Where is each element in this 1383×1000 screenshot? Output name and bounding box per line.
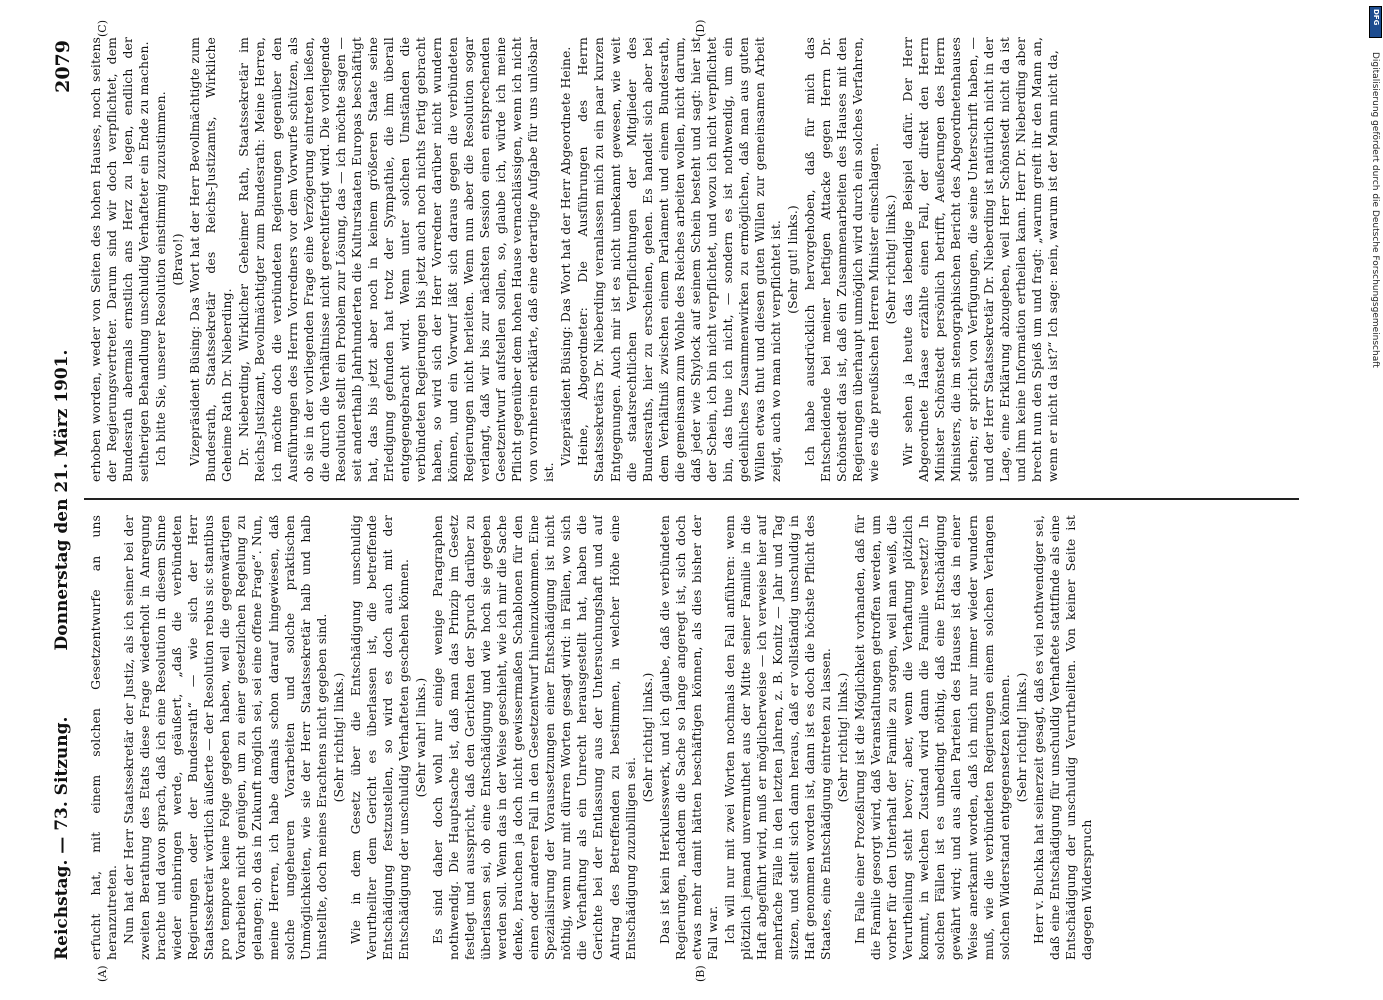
- column-divider: [84, 498, 1299, 500]
- dfg-logo: DFG: [1369, 6, 1382, 38]
- paragraph: erhoben worden, weder von Seiten des hohen Hauses, noch seitens der Regierungsvertreter. Darum sind wir doch verpflichtet, dem Bundesrath abermals ernstlich ans Herz zu legen, endlich der seitherigen Behandlung unschuldig Verhafteter ein Ende zu machen.: [88, 37, 152, 482]
- page-number: 2079: [52, 40, 74, 93]
- paragraph: Es sind daher doch wohl nur einige wenige Paragraphen nothwendig. Die Hauptsache ist, daß man das Prinzip im Gesetz festlegt und ausspricht, daß den Gerichten der Spruch darüber zu überlassen sei, ob eine Entschädigung und wie hoch sie gegeben werden soll. Wenn das in der Weise geschieht, wie ich mir die Sache denke, brauchen ja doch nicht gewissermaßen Schablonen für den einen oder anderen Fall in den Gesetzentwurf hineinzukommen. Eine Spezialisirung der Voraussetzungen einer Entschädigung ist nicht nöthig, wenn nur mit dürren Worten gesagt wird: in Fällen, wo sich die Verhaftung als ein Unrecht herausgestellt hat, haben die Gerichte bei der Entlassung aus der Untersuchungshaft und auf Antrag des Betreffenden zu bestimmen, in welcher Höhe eine Entschädigung zuzubilligen sei.: [429, 515, 638, 960]
- credit-text: Digitalisierung gefördert durch die Deutsche Forschungsgemeinschaft: [1370, 52, 1380, 368]
- paragraph: Ich will nur mit zwei Worten nochmals den Fall anführen: wenn plötzlich jemand unvermuthet aus der Mitte seiner Familie in die Haft abgeführt wird, muß er möglicherweise — ich verweise hier auf mehrfache Fälle in den letzten Jahren, z. B. Konitz — Jahr und Tag sitzen, und stellt sich dann heraus, daß er vollständig unschuldig in Haft genommen worden ist, dann ist es doch die höchste Pflicht des Staates, eine Entschädigung eintreten zu lassen.: [721, 515, 834, 960]
- paragraph: Heine, Abgeordneter: Die Ausführungen des Herrn Staatssekretärs Dr. Nieberding veranlassen mich zu ein paar kurzen Entgegnungen. Auch mir ist es nicht unbekannt gewesen, wie weit die staatsrechtlichen Verpflichtungen der Mitglieder des Bundesraths, hier zu erscheinen, gehen. Es handelt sich aber bei dem Verhältniß zwischen einem Parlament und einem Bundesrath, die gemeinsam zum Wohle des Reiches arbeiten wollen, nicht darum, daß jeder wie Shylock auf seinem Schein besteht und sagt: hier ist der Schein, ich bin nicht verpflichtet, und wozu ich nicht verpflichtet bin, das thue ich nicht, — sondern es ist nothwendig, um ein gedeihliches Zusammenwirken zu ermöglichen, daß man aus guten Willen etwas thut und diesen guten Willen zur gemeinsamen Arbeit zeigt, auch wo man nicht verpflichtet ist.: [575, 37, 783, 482]
- paragraph: Vizepräsident Büsing: Das Wort hat der Herr Bevollmächtigte zum Bundesrath, Staatssekretär des Reichs-Justizamts, Wirkliche Geheime Rath Dr. Nieberding.: [187, 37, 235, 482]
- right-column: [88, 37, 1298, 482]
- interjection: (Sehr gut! links.): [785, 205, 801, 314]
- paragraph: Vizepräsident Büsing: Das Wort hat der Herr Abgeordnete Heine.: [558, 46, 574, 466]
- margin-mark-a: (A): [96, 965, 109, 982]
- header-date: Donnerstag den 21. März 1901.: [52, 349, 72, 651]
- margin-mark-c: (C): [96, 20, 109, 37]
- paragraph: Herr v. Buchka hat seinerzeit gesagt, daß es viel nothwendiger sei, daß eine Entschädigung für unschuldig Verhaftete stattfinde als eine Entschädigung der unschuldig Verurtheilten. Von keiner Seite ist dagegen Widerspruch: [1030, 515, 1094, 960]
- paragraph: Dr. Nieberding, Wirklicher Geheimer Rath, Staatssekretär im Reichs-Justizamt, Bevollmächtigter zum Bundesrath: Meine Herren, ich möchte doch die verbündeten Regierungen gegenüber den Ausführungen des Herrn Vorredners vor dem Vorwurfe schützen, als ob sie in der vorliegenden Frage eine Verzögerung eintreten ließen, die durch die Verhältnisse nicht gerechtfertigt wird. Die vorliegende Resolution stellt ein Problem zur Lösung, das — ich möchte sagen — seit anderthalb Jahrhunderten die Kulturstaaten Europas beschäftigt hat, das bis jetzt aber noch in keinem größeren Staate seine Erledigung gefunden hat trotz der Sympathie, die ihm überall entgegengebracht wird. Wenn unter solchen Umständen die verbündeten Regierungen bis jetzt auch noch nichts fertig gebracht haben, so wird sich der Herr Vorredner darüber nicht wundern können, und ein Vorwurf läßt sich daraus gegen die verbündeten Regierungen nicht herleiten. Wenn nun aber die Resolution sogar verlangt, daß wir bis zur nächsten Session einen entsprechenden Gesetzentwurf aufstellen sollen, so, glaube ich, würde ich meine Pflicht gegenüber dem hohen Hause vernachlässigen, wenn ich nicht von vornherein erklärte, daß eine derartige Aufgabe für uns unlösbar ist.: [236, 37, 557, 482]
- interjection: (Sehr wahr! links.): [412, 677, 428, 798]
- interjection: (Bravo!): [170, 233, 186, 286]
- paragraph: Im Falle einer Prozeßirung ist die Möglichkeit vorhanden, daß für die Familie gesorgt wird, daß Veranstaltungen getroffen werden, um vorher für den Unterhalt der Familie zu sorgen, weil man weiß, die Verurtheilung steht bevor; aber, wenn die Verhaftung plötzlich kommt, in welchen Zustand wird dann die Familie versetzt? In solchen Fällen ist es unbedingt nöthig, daß eine Entschädigung gewährt wird; und aus allen Parteien des Hauses ist das in einer Weise anerkannt worden, daß ich mich nur immer wieder wundern muß, wie die verbündeten Regierungen einem solchen Verlangen solchen Widerstand entgegensetzen können.: [852, 515, 1012, 960]
- paragraph: Ich habe ausdrücklich hervorgehoben, daß für mich das Entscheidende bei meiner heftigen Attacke gegen Herrn Dr. Schönstedt das ist, daß ein Zusammenarbeiten des Hauses mit den Regierungen überhaupt unmöglich wird durch ein solches Verfahren, wie es die preußischen Herren Minister einschlagen.: [802, 37, 882, 482]
- interjection: (Sehr richtig! links.): [1013, 672, 1029, 803]
- interjection: (Sehr richtig! links.): [330, 672, 346, 803]
- left-column: [88, 515, 1298, 960]
- interjection: (Sehr richtig! links.): [883, 194, 899, 325]
- paragraph: Nun hat der Herr Staatssekretär der Justiz, als ich seiner bei der zweiten Berathung des Etats diese Frage wiederholt in Anregung brachte und davon sprach, daß ich eine Resolution in diesem Sinne wieder einbringen werde, geäußert, „daß die verbündeten Regierungen oder der Bundesrath“ — wie sich der Herr Staatssekretär wörtlich äußerte — der Resolution rebus sic stantibus pro tempore keine Folge gegeben haben, weil die gegenwärtigen Vorarbeiten nicht genügen, um zu einer gesetzlichen Regelung zu gelangen; ob das in Zukunft möglich sei, sei eine offene Frage“. Nun, meine Herren, ich habe damals schon darauf hingewiesen, daß solche ungeheuren Vorarbeiten und solche praktischen Unmöglichkeiten, wie sie der Herr Staatssekretär halb und halb hinstellte, doch meines Erachtens nicht gegeben sind.: [121, 515, 329, 960]
- paragraph: Ich bitte Sie, unserer Resolution einstimmig zuzustimmen.: [153, 91, 169, 466]
- header-left: Reichstag. — 73. Sitzung.: [52, 716, 72, 960]
- margin-mark-b: (B): [694, 965, 707, 982]
- digitization-credit: [1368, 9, 1382, 712]
- paragraph: Wie in dem Gesetz über die Entschädigung unschuldig Verurtheilter dem Gericht es überlassen ist, die betreffende Entschädigung festzustellen, so wird es doch auch mit der Entschädigung der unschuldig Verhafteten geschehen können.: [347, 515, 411, 960]
- scanned-page: [4, 0, 1344, 1000]
- interjection: (Sehr richtig! links.): [835, 672, 851, 803]
- paragraph: Wir sehen ja heute das lebendige Beispiel dafür. Der Herr Abgeordnete Haase erzählte einen Fall, der direkt den Herrn Minister Schönstedt persönlich betrifft, Aeußerungen des Herrn Ministers, die im stenographischen Bericht des Abgeordnetenhauses stehen; er spricht von Verfügungen, die seine Unterschrift haben, — und der Herr Staatssekretär Dr. Nieberding ist natürlich nicht in der Lage, eine Erklärung abzugeben, weil Herr Schönstedt nicht da ist und ihm keine Information ertheilen kann. Herr Dr. Nieberding aber brecht nun den Spieß um und fragt: „warum greift ihr den Mann an, wenn er nicht da ist?“ Ich sage: nein, warum ist der Mann nicht da,: [900, 37, 1060, 482]
- margin-mark-d: (D): [694, 19, 707, 37]
- paragraph: Das ist kein Herkulesswerk, und ich glaube, daß die verbündeten Regierungen, nachdem die Sache so lange angeregt ist, sich doch etwas mehr damit hätten beschäftigen können, als dies bisher der Fall war.: [656, 515, 720, 960]
- page-header: [52, 40, 78, 960]
- paragraph: erfucht hat, mit einem solchen Gesetzentwurfe an uns heranzutreten.: [88, 515, 120, 960]
- interjection: (Sehr richtig! links.): [639, 672, 655, 803]
